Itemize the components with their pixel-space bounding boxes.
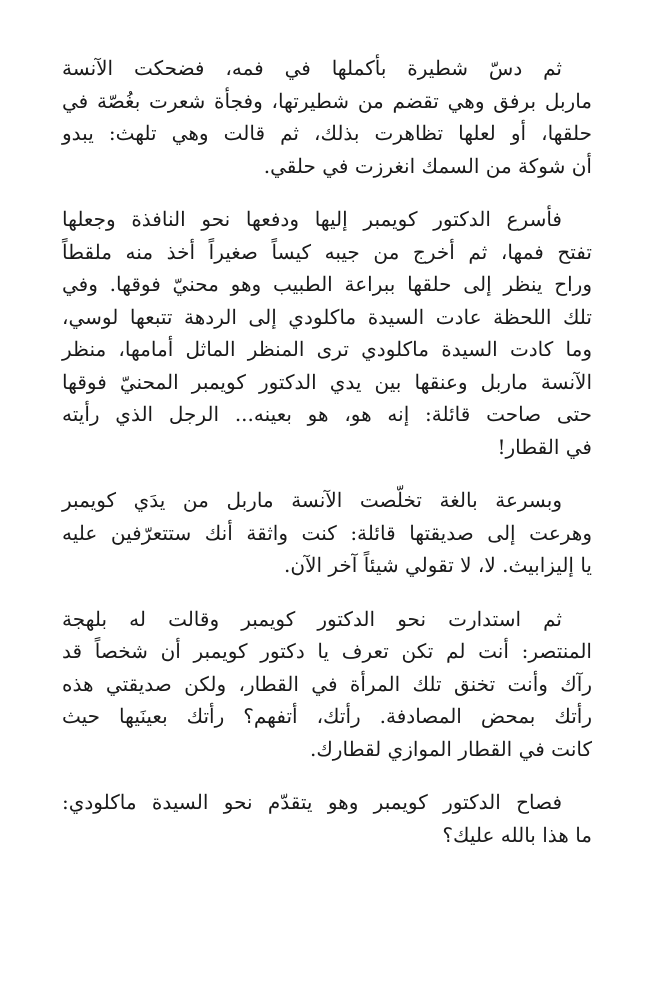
paragraph-5 xyxy=(62,786,592,851)
paragraph-2 xyxy=(62,203,592,463)
text-line: الآنسة ماربل وعنقها بين يدي الدكتور كويمبر المحنيّ فوقها xyxy=(62,369,592,394)
text-line: ثم دسّ شطيرة بأكملها في فمه، فضحكت الآنسة xyxy=(62,56,562,80)
paragraph-1 xyxy=(62,52,592,182)
text-line: أن شوكة من السمك انغرزت في حلقي. xyxy=(263,153,592,178)
text-line: تلك اللحظة عادت السيدة ماكلودي إلى الردهة تتبعها لوسي، xyxy=(62,304,592,329)
text-line: تفتح فمها، ثم أخرج من جيبه كيساً صغيراً أخذ منه ملقطاً xyxy=(62,239,592,264)
text-line: ما هذا بالله عليك؟ xyxy=(442,822,592,847)
text-line: رآك وأنت تخنق تلك المرأة في القطار، ولكن صديقتي هذه xyxy=(62,671,592,696)
text-line: وراح ينظر إلى حلقها ببراعة الطبيب وهو محنيّ فوقها. وفي xyxy=(62,272,592,296)
text-line: كانت في القطار الموازي لقطارك. xyxy=(309,736,592,761)
text-line: حلقها، أو لعلها تظاهرت بذلك، ثم قالت وهي تلهث: يبدو xyxy=(62,121,592,145)
text-line: في القطار! xyxy=(497,434,592,459)
text-line: فصاح الدكتور كويمبر وهو يتقدّم نحو السيدة ماكلودي: xyxy=(62,790,562,814)
text-line: وما كادت السيدة ماكلودي ترى المنظر الماثل أمامها، منظر xyxy=(62,337,592,361)
text-line: فأسرع الدكتور كويمبر إليها ودفعها نحو النافذة وجعلها xyxy=(62,207,562,231)
text-line: ماربل برفق وهي تقضم من شطيرتها، وفجأة شعرت بغُصّة في xyxy=(62,88,592,113)
paragraph-4 xyxy=(62,603,592,766)
text-line: المنتصر: أنت لم تكن تعرف يا دكتور كويمبر أن شخصاً قد xyxy=(62,639,592,663)
text-line: ثم استدارت نحو الدكتور كويمبر وقالت له بلهجة xyxy=(62,606,562,631)
text-line: يا إليزابيث. لا، لا تقولي شيئاً آخر الآن. xyxy=(284,553,592,577)
paragraph-3 xyxy=(62,484,592,582)
book-page xyxy=(62,52,592,872)
text-line: وهرعت إلى صديقتها قائلة: كنت واثقة أنك ستتعرّفين عليه xyxy=(62,520,592,545)
text-line: رأتك بمحض المصادفة. رأتك، أتفهم؟ رأتك بعينَيها حيث xyxy=(62,704,592,728)
text-line: وبسرعة بالغة تخلّصت الآنسة ماربل من يدَي كويمبر xyxy=(62,488,562,512)
text-line: حتى صاحت قائلة: إنه هو، هو بعينه... الرجل الذي رأيته xyxy=(62,402,592,426)
